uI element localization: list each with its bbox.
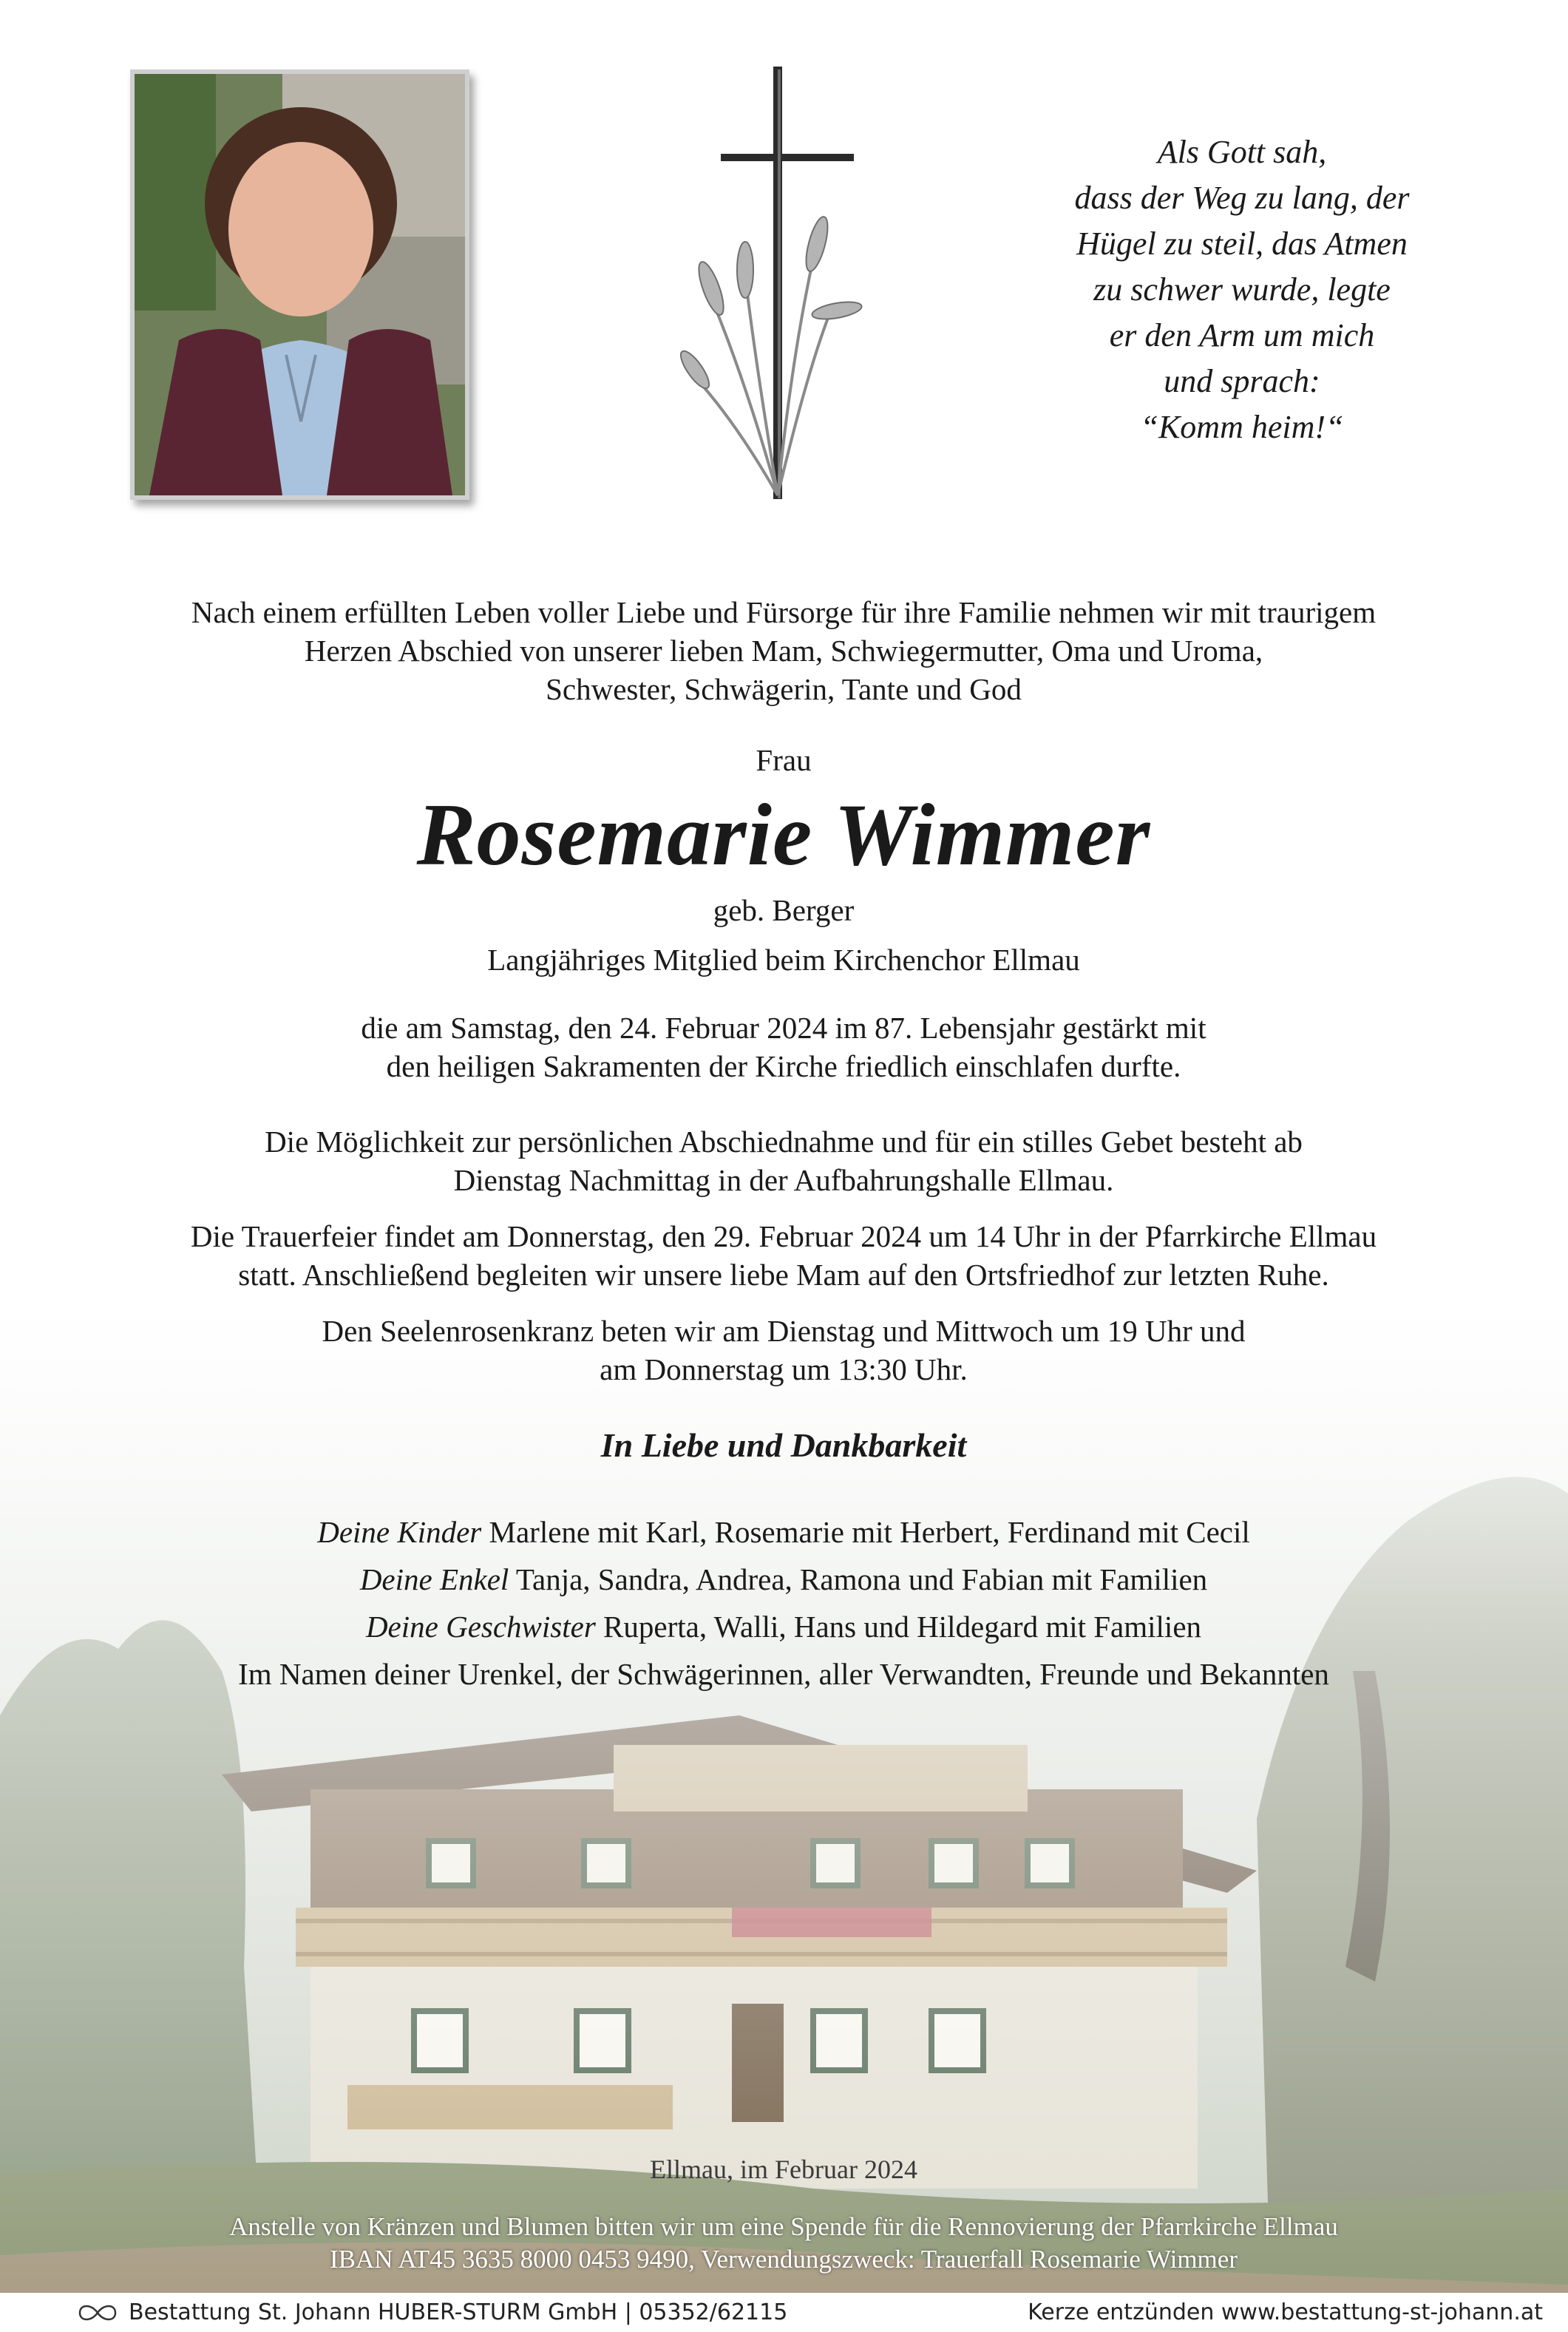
mourners-others: Im Namen deiner Urenkel, der Schwägerinnen, aller Verwandten, Freunde und Bekannten <box>238 1657 1329 1691</box>
funeral-line: Die Trauerfeier findet am Donnerstag, den 29. Februar 2024 um 14 Uhr in der Pfarrkirche Ellmau <box>190 1219 1377 1253</box>
intro-text <box>44 593 1523 708</box>
infinity-logo-icon <box>75 2302 120 2324</box>
company-text: Bestattung St. Johann HUBER-STURM GmbH | 05352/62115 <box>129 2299 788 2325</box>
birth-name: geb. Berger <box>713 893 855 927</box>
cross-with-wheat-icon <box>665 67 887 503</box>
funeral-line: statt. Anschließend begleiten wir unsere liebe Mam auf den Ortsfriedhof zur letzten Ruhe. <box>238 1258 1329 1292</box>
death-line: die am Samstag, den 24. Februar 2024 im 87. Lebensjahr gestärkt mit <box>361 1011 1206 1045</box>
donation-request <box>44 2211 1523 2276</box>
farewell-line: Die Möglichkeit zur persönlichen Abschiednahme und für ein stilles Gebet besteht ab <box>265 1125 1303 1159</box>
portrait-illustration <box>135 74 465 495</box>
poem-line: zu schwer wurde, legte <box>1093 271 1391 308</box>
mourners-children <box>44 1508 1523 1556</box>
children-label: Deine Kinder <box>317 1515 482 1549</box>
poem-line: dass der Weg zu lang, der <box>1074 180 1410 216</box>
motto: In Liebe und Dankbarkeit <box>600 1426 967 1464</box>
rosary-line: Den Seelenrosenkranz beten wir am Dienstag und Mittwoch um 19 Uhr und <box>322 1314 1246 1348</box>
salutation: Frau <box>756 743 812 777</box>
mourners-siblings <box>44 1603 1523 1650</box>
poem <box>983 129 1501 450</box>
death-notice <box>44 1009 1523 1085</box>
rosary-line: am Donnerstag um 13:30 Uhr. <box>600 1352 968 1386</box>
death-line: den heiligen Sakramenten der Kirche friedlich einschlafen durfte. <box>386 1049 1181 1083</box>
rosary-notice <box>44 1312 1523 1389</box>
portrait-photo <box>130 70 469 500</box>
poem-line: “Komm heim!“ <box>1140 409 1344 445</box>
poem-line: Hügel zu steil, das Atmen <box>1076 226 1408 262</box>
intro-line: Herzen Abschied von unserer lieben Mam, Schwiegermutter, Oma und Uroma, <box>304 634 1263 668</box>
grandchildren-names: Tanja, Sandra, Andrea, Ramona und Fabian mit Familien <box>515 1562 1208 1596</box>
siblings-names: Ruperta, Walli, Hans und Hildegard mit Familien <box>603 1610 1202 1644</box>
poem-line: und sprach: <box>1164 363 1320 399</box>
company-info <box>75 2299 787 2325</box>
intro-line: Schwester, Schwägerin, Tante und God <box>546 672 1022 706</box>
children-names: Marlene mit Karl, Rosemarie mit Herbert, Ferdinand mit Cecil <box>489 1515 1250 1549</box>
donation-line: Anstelle von Kränzen und Blumen bitten wir um eine Spende für die Rennovierung der Pfarrkirche Ellmau <box>229 2212 1338 2241</box>
candle-link[interactable]: Kerze entzünden www.bestattung-st-johann.at <box>1028 2299 1543 2325</box>
donation-line: IBAN AT45 3635 8000 0453 9490, Verwendungszweck: Trauerfall Rosemarie Wimmer <box>330 2245 1238 2274</box>
siblings-label: Deine Geschwister <box>365 1610 596 1644</box>
footer-bar <box>0 2293 1568 2332</box>
mourners-list <box>44 1508 1523 1698</box>
poem-line: Als Gott sah, <box>1157 134 1327 170</box>
deceased-name: Rosemarie Wimmer <box>416 785 1151 884</box>
place-date: Ellmau, im Februar 2024 <box>650 2155 917 2184</box>
farewell-line: Dienstag Nachmittag in der Aufbahrungshalle Ellmau. <box>453 1163 1114 1197</box>
farewell-notice <box>44 1122 1523 1199</box>
intro-line: Nach einem erfüllten Leben voller Liebe und Fürsorge für ihre Familie nehmen wir mit traurigem <box>191 595 1377 629</box>
poem-line: er den Arm um mich <box>1109 317 1375 353</box>
grandchildren-label: Deine Enkel <box>359 1562 509 1596</box>
mourners-grandchildren <box>44 1556 1523 1603</box>
membership: Langjähriges Mitglied beim Kirchenchor Ellmau <box>487 943 1080 977</box>
funeral-notice <box>44 1217 1523 1294</box>
